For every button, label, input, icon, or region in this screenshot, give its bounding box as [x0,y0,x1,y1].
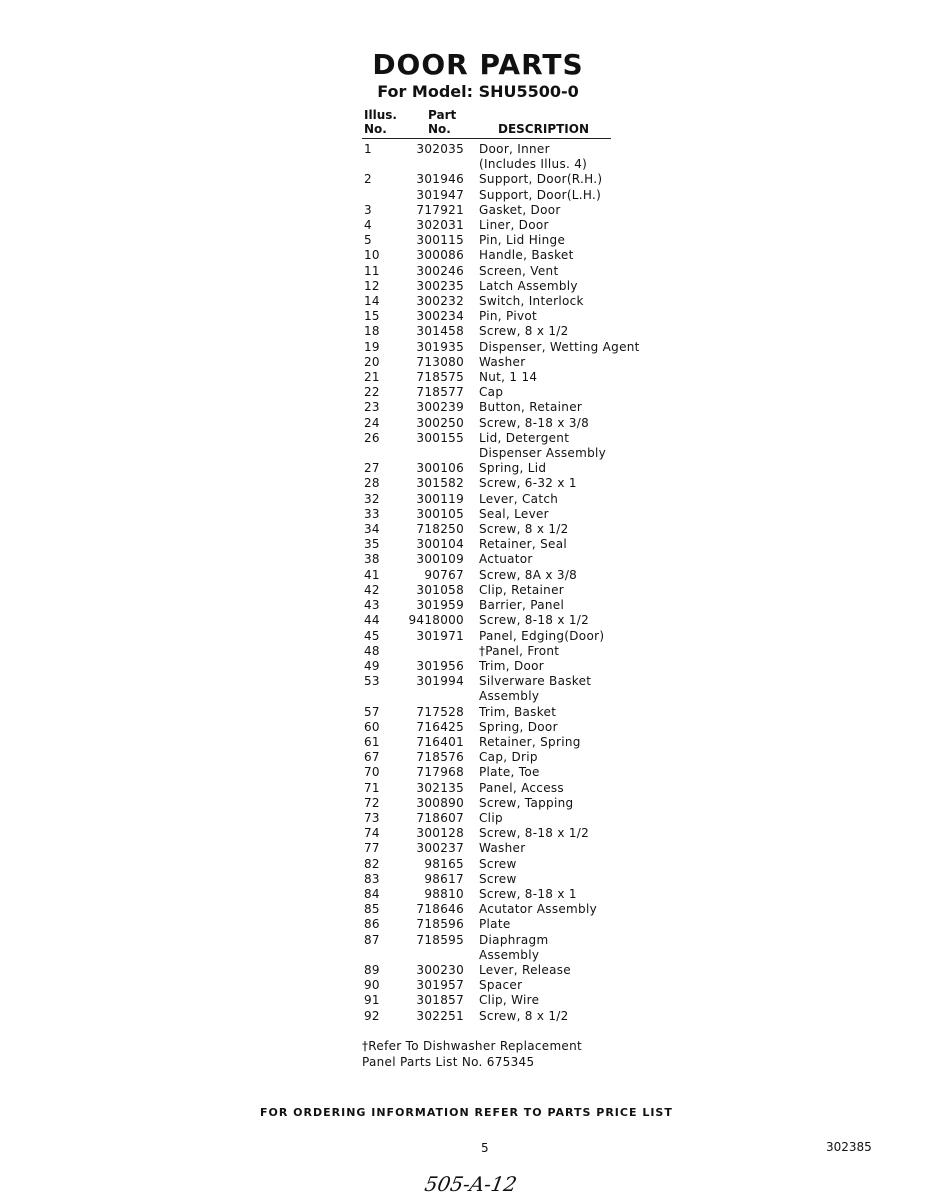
part-description: Latch Assembly [479,278,578,293]
illus-number: 3 [364,202,372,217]
part-description: Plate, Toe [479,765,540,780]
header-rule [362,138,611,139]
part-description: Spring, Door [479,719,558,734]
illus-number: 45 [364,628,380,643]
part-number: 301994 [416,674,464,689]
table-row [364,917,664,932]
illus-number: 90 [364,978,380,993]
header-illus-line1: Illus. [364,108,397,122]
part-number [404,689,464,704]
part-number: 301959 [416,598,464,613]
part-number: 302031 [416,218,464,233]
part-description: Liner, Door [479,218,549,233]
illus-number [364,689,404,704]
table-row [364,765,664,780]
part-description: Retainer, Seal [479,537,568,552]
part-description: Screw, 8 x 1/2 [479,324,569,339]
illus-number: 89 [364,962,380,977]
part-description: Screw, 8A x 3/8 [479,567,578,582]
part-description: Cap [479,385,504,400]
table-row [364,248,664,263]
part-number: 718607 [416,810,464,825]
table-row [364,781,664,796]
illus-number [364,188,404,203]
illus-number: 19 [364,339,380,354]
part-number: 300235 [416,278,464,293]
handwritten-annotation: 505-A-12 [422,1172,519,1196]
illus-number: 1 [364,142,372,156]
illus-number: 57 [364,704,380,719]
part-number: 9418000 [408,613,464,628]
illus-number: 84 [364,886,380,901]
table-row [364,1009,664,1024]
part-number: 717921 [416,202,464,217]
part-description: Lid, Detergent [479,430,570,445]
illus-number: 86 [364,917,380,932]
illus-number: 82 [364,856,380,871]
illus-number: 11 [364,263,380,278]
part-number: 300239 [416,400,464,415]
part-number [404,446,464,461]
part-number: 716401 [416,734,464,749]
part-number: 300155 [416,430,464,445]
table-row [364,370,664,385]
illus-number [364,948,404,963]
illus-number: 15 [364,309,380,324]
illus-number: 42 [364,582,380,597]
table-row [364,948,664,963]
table-row [364,705,664,720]
table-row [364,522,664,537]
part-description: Actuator [479,552,533,567]
header-part-line1: Part [428,108,457,122]
illus-number: 34 [364,522,380,537]
table-row [364,568,664,583]
illus-number: 67 [364,750,380,765]
part-number: 300232 [416,294,464,309]
illus-number: 83 [364,871,380,886]
part-number: 718595 [416,932,464,947]
part-number: 301935 [416,339,464,354]
illus-number: 12 [364,278,380,293]
illus-number: 22 [364,385,380,400]
illus-number: 72 [364,795,380,810]
table-row [364,963,664,978]
part-number: 717968 [416,765,464,780]
part-description: Gasket, Door [479,202,561,217]
part-number: 301458 [416,324,464,339]
part-number: 301946 [416,172,464,187]
part-description: Screen, Vent [479,263,559,278]
model-subtitle: For Model: SHU5500-0 [377,82,579,101]
footnote [362,1038,582,1070]
part-number: 718646 [416,902,464,917]
illus-number: 21 [364,370,380,385]
table-row [364,750,664,765]
illus-number: 23 [364,400,380,415]
part-number: 300230 [416,962,464,977]
part-number: 301058 [416,582,464,597]
table-row [364,644,664,659]
part-description: Plate [479,917,511,932]
illus-number: 26 [364,430,380,445]
header-illus [364,108,397,136]
table-row [364,324,664,339]
footnote-line1: †Refer To Dishwasher Replacement [362,1039,583,1053]
part-number: 300128 [416,826,464,841]
part-number: 300890 [416,795,464,810]
part-number: 301956 [416,658,464,673]
page-title: DOOR PARTS [372,48,584,81]
table-row [364,142,664,157]
part-number: 302035 [416,142,464,156]
part-description: †Panel, Front [479,643,560,658]
part-number: 718577 [416,385,464,400]
part-number: 302251 [416,1008,464,1023]
illus-number: 32 [364,491,380,506]
part-description: Spacer [479,978,523,993]
part-number: 300106 [416,461,464,476]
part-description: Pin, Pivot [479,309,537,324]
illus-number: 48 [364,643,380,658]
illus-number: 71 [364,780,380,795]
table-row [364,629,664,644]
illus-number [364,446,404,461]
part-description: Screw, 8 x 1/2 [479,1008,569,1023]
part-description: (Includes Illus. 4) [479,157,588,172]
illus-number: 35 [364,537,380,552]
part-description: Screw, 8-18 x 1 [479,886,577,901]
table-row [364,841,664,856]
table-row [364,659,664,674]
illus-number: 14 [364,294,380,309]
illus-number: 28 [364,476,380,491]
illus-number: 5 [364,233,372,248]
illus-number: 60 [364,719,380,734]
illus-number: 85 [364,902,380,917]
part-number: 98617 [424,871,464,886]
part-number: 717528 [416,704,464,719]
table-row [364,218,664,233]
part-description: Door, Inner [479,142,550,156]
illus-number: 70 [364,765,380,780]
illus-number: 33 [364,506,380,521]
part-description: Screw, 8-18 x 3/8 [479,415,590,430]
table-row [364,385,664,400]
part-description: Panel, Edging(Door) [479,628,605,643]
page-number: 5 [481,1141,489,1155]
part-description: Silverware Basket [479,674,592,689]
part-number: 300109 [416,552,464,567]
illus-number: 38 [364,552,380,567]
part-number [404,157,464,172]
part-number: 300104 [416,537,464,552]
part-number: 300119 [416,491,464,506]
table-row [364,461,664,476]
table-row [364,188,664,203]
part-number: 718575 [416,370,464,385]
part-description: Trim, Basket [479,704,557,719]
illus-number: 18 [364,324,380,339]
part-number: 713080 [416,354,464,369]
part-description: Washer [479,841,526,856]
part-description: Lever, Catch [479,491,559,506]
table-row [364,431,664,446]
ordering-info: FOR ORDERING INFORMATION REFER TO PARTS PRICE LIST [260,1106,673,1119]
table-row [364,279,664,294]
header-part [428,108,456,136]
illus-number: 61 [364,734,380,749]
part-number: 301857 [416,993,464,1008]
table-row [364,309,664,324]
table-row [364,294,664,309]
part-number: 300105 [416,506,464,521]
part-description: Screw [479,856,517,871]
part-description: Screw, Tapping [479,795,574,810]
header-description: DESCRIPTION [498,122,590,136]
part-description: Dispenser Assembly [479,446,607,461]
illus-number: 53 [364,674,380,689]
table-row [364,492,664,507]
part-description: Barrier, Panel [479,598,565,613]
table-row [364,902,664,917]
table-row [364,233,664,248]
part-number: 301582 [416,476,464,491]
part-number: 716425 [416,719,464,734]
table-row [364,689,664,704]
table-row [364,613,664,628]
table-row [364,720,664,735]
part-description: Clip, Wire [479,993,540,1008]
part-description: Assembly [479,947,540,962]
table-row [364,993,664,1008]
table-row [364,355,664,370]
part-description: Trim, Door [479,658,545,673]
table-row [364,598,664,613]
table-row [364,446,664,461]
part-number: 718596 [416,917,464,932]
part-description: Dispenser, Wetting Agent [479,339,640,354]
part-number: 301947 [416,187,464,202]
table-row [364,203,664,218]
table-row [364,400,664,415]
part-description: Screw, 8-18 x 1/2 [479,613,590,628]
table-row [364,476,664,491]
part-description: Lever, Release [479,962,571,977]
table-row [364,933,664,948]
illus-number: 20 [364,354,380,369]
table-row [364,416,664,431]
part-number: 98165 [424,856,464,871]
table-row [364,507,664,522]
document-code: 302385 [826,1140,872,1154]
illus-number: 24 [364,415,380,430]
table-row [364,157,664,172]
part-description: Washer [479,354,526,369]
part-number: 301957 [416,978,464,993]
part-number [404,644,464,659]
table-row [364,826,664,841]
part-number: 300234 [416,309,464,324]
illus-number: 74 [364,826,380,841]
part-number: 302135 [416,780,464,795]
part-description: Clip, Retainer [479,582,564,597]
table-row [364,978,664,993]
part-number: 300115 [416,233,464,248]
part-description: Clip [479,810,503,825]
part-description: Button, Retainer [479,400,583,415]
illus-number: 49 [364,658,380,673]
part-number: 718576 [416,750,464,765]
illus-number: 2 [364,172,372,187]
illus-number: 87 [364,932,380,947]
part-description: Panel, Access [479,780,564,795]
illus-number: 92 [364,1008,380,1023]
part-description: Pin, Lid Hinge [479,233,566,248]
part-description: Seal, Lever [479,506,549,521]
illus-number [364,157,404,172]
part-description: Screw, 8-18 x 1/2 [479,826,590,841]
part-description: Diaphragm [479,932,549,947]
table-row [364,811,664,826]
illus-number: 4 [364,218,372,233]
part-number: 300246 [416,263,464,278]
table-row [364,872,664,887]
part-number: 718250 [416,522,464,537]
table-row [364,264,664,279]
table-row [364,735,664,750]
table-row [364,583,664,598]
part-number: 90767 [424,567,464,582]
part-description: Screw [479,871,517,886]
part-description: Retainer, Spring [479,734,581,749]
part-number: 301971 [416,628,464,643]
illus-number: 27 [364,461,380,476]
table-row [364,674,664,689]
part-description: Nut, 1 14 [479,370,538,385]
table-row [364,857,664,872]
parts-table [364,142,664,1024]
illus-number: 44 [364,613,380,628]
illus-number: 43 [364,598,380,613]
header-part-line2: No. [428,122,451,136]
illus-number: 91 [364,993,380,1008]
header-illus-line2: No. [364,122,387,136]
illus-number: 10 [364,248,380,263]
illus-number: 41 [364,567,380,582]
table-row [364,887,664,902]
part-description: Support, Door(L.H.) [479,187,602,202]
part-description: Handle, Basket [479,248,574,263]
part-number [404,948,464,963]
part-description: Cap, Drip [479,750,538,765]
part-number: 300086 [416,248,464,263]
part-description: Switch, Interlock [479,294,584,309]
part-description: Spring, Lid [479,461,547,476]
part-description: Acutator Assembly [479,902,597,917]
table-row [364,340,664,355]
part-number: 300250 [416,415,464,430]
table-row [364,796,664,811]
part-description: Assembly [479,689,540,704]
table-row [364,552,664,567]
illus-number: 73 [364,810,380,825]
part-number: 300237 [416,841,464,856]
illus-number: 77 [364,841,380,856]
table-row [364,537,664,552]
part-number: 98810 [424,886,464,901]
part-description: Support, Door(R.H.) [479,172,603,187]
part-description: Screw, 6-32 x 1 [479,476,577,491]
part-description: Screw, 8 x 1/2 [479,522,569,537]
table-row [364,172,664,187]
footnote-line2: Panel Parts List No. 675345 [362,1055,535,1069]
